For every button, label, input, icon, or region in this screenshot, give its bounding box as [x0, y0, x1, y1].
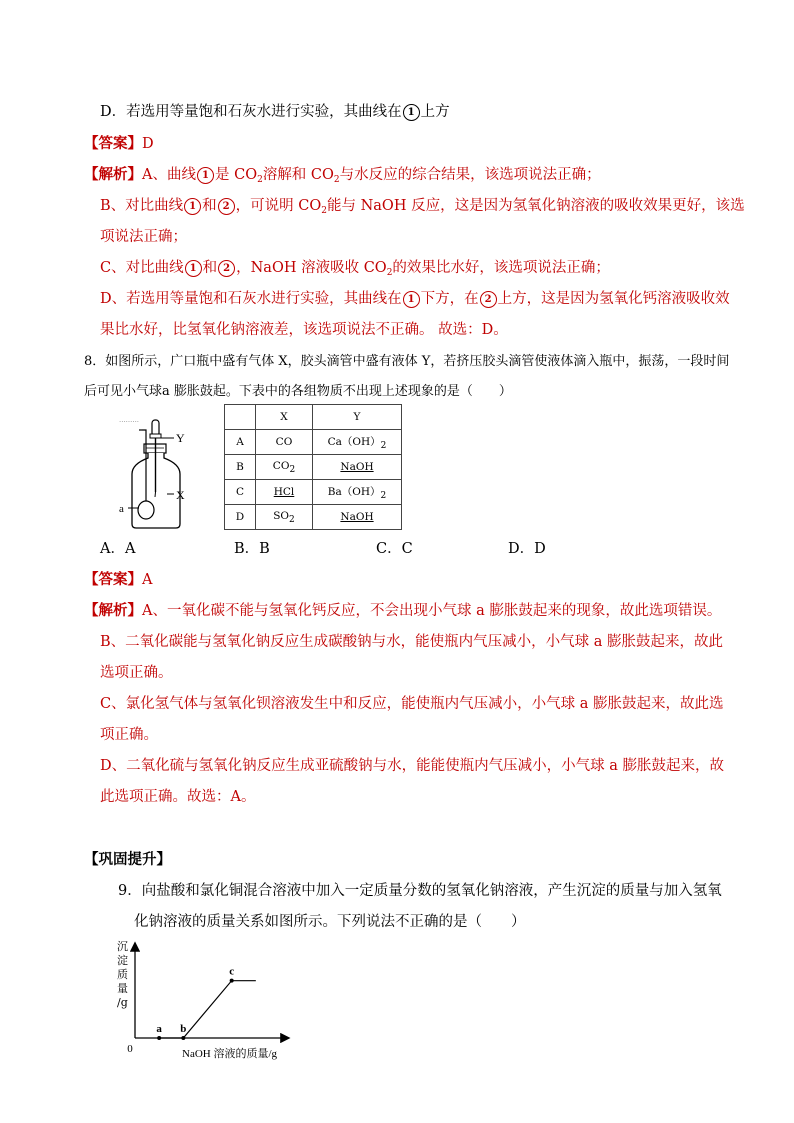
q8-analysis-d: D、二氧化硫与氢氧化钠反应生成亚硫酸钠与水，能能使瓶内气压减小，小气球 a 膨胀鼓起来，故 [100, 758, 724, 774]
data-point-a [157, 1036, 161, 1040]
q8-analysis-a: 【解析】A、一氧化碳不能与氢氧化钙反应，不会出现小气球 a 膨胀鼓起来的现象，故此选项错误。 [84, 602, 722, 619]
q7-analysis-a: 【解析】A、曲线 1 是 $CO_2$溶解和 $CO_2$与水反应的综合结果，该选项说法正确； [84, 166, 601, 185]
label-y: Y [176, 431, 185, 445]
q7-analysis-d-cont: 果比水好，比氢氧化钠溶液差，该选项说法不正确。 故选：D。 [100, 322, 508, 338]
q8-option-b: B．B [234, 541, 270, 557]
q7-analysis-b: B、对比曲线 1 和 2 ，可说明 $CO_2$能与 NaOH 反应，这是因为氢氧化钠溶液的吸收效果更好，该选 [100, 198, 745, 216]
data-label-b: b [180, 1023, 187, 1035]
q7-analysis-d: D、若选用等量饱和石灰水进行实验，其曲线在 1 下方，在 2 上方，这是因为氢氧化钙溶液吸收效 [100, 291, 730, 307]
x-axis-label: NaOH 溶液的质量/g [182, 1048, 278, 1060]
y-axis-label-char: 淀 [117, 954, 128, 967]
table-row: B CO2 NaOH [225, 455, 402, 480]
y-axis-label-char: /g [117, 996, 128, 1009]
q8-analysis-d-cont: 此选项正确。故选：A。 [100, 789, 256, 805]
q8-stem-line2: 后可见小气球a 膨胀鼓起。下表中的各组物质不出现上述现象的是（ ） [84, 384, 512, 399]
q8-analysis-b-cont: 选项正确。 [100, 665, 173, 681]
table-row: D SO2 NaOH [225, 505, 402, 530]
q8-answer: 【答案】A [84, 571, 153, 588]
q7-analysis-c: C、对比曲线 1 和 2 ，NaOH 溶液吸收 $CO_2$的效果比水好，该选项说法正确； [100, 260, 610, 278]
q8-analysis-b: B、二氧化碳能与氢氧化钠反应生成碳酸钠与水，能使瓶内气压减小，小气球 a 膨胀鼓起来，故此 [100, 634, 724, 650]
label-a: a [119, 503, 124, 515]
circled-number-1: 1 [403, 104, 420, 121]
data-point-b [181, 1036, 185, 1040]
bottle-dropper-figure [112, 412, 200, 534]
section-title: 【巩固提升】 [84, 851, 171, 868]
q9-stem-line1: 9．向盐酸和氯化铜混合溶液中加入一定质量分数的氢氧化钠溶液，产生沉淀的质量与加入氢氧 [118, 883, 722, 899]
q7-analysis-b-cont: 项说法正确； [100, 229, 187, 245]
label-x: X [176, 488, 185, 502]
q8-option-c: C．C [376, 541, 413, 557]
series-line [159, 981, 256, 1038]
q8-analysis-c-cont: 项正确。 [100, 727, 158, 743]
q7-option-d: D．若选用等量饱和石灰水进行实验，其曲线在 1 上方 [100, 104, 450, 120]
svg-text:·········: ········· [119, 418, 140, 426]
q8-option-a: A．A [100, 541, 136, 557]
q9-stem-line2: 化钠溶液的质量关系如图所示。下列说法不正确的是（ ） [134, 914, 526, 930]
data-point-c [230, 979, 234, 983]
data-label-a: a [156, 1023, 162, 1035]
q8-analysis-c: C、氯化氢气体与氢氧化钡溶液发生中和反应，能使瓶内气压减小，小气球 a 膨胀鼓起来，故此选 [100, 696, 724, 712]
table-row: A CO Ca（OH）2 [225, 430, 402, 455]
q8-stem-line1: 8．如图所示，广口瓶中盛有气体 X，胶头滴管中盛有液体 Y，若挤压胶头滴管使液体滴入瓶中，振荡，一段时间 [84, 354, 730, 369]
q7-answer: 【答案】D [84, 135, 154, 152]
y-axis-label-char: 质 [117, 968, 128, 981]
y-axis-label-char: 沉 [117, 940, 128, 953]
y-axis-label-char: 量 [117, 982, 128, 995]
data-label-c: c [229, 965, 235, 978]
q8-options-table [224, 404, 402, 530]
q8-option-d: D．D [508, 541, 546, 557]
table-row: C HCl Ba（OH）2 [225, 480, 402, 505]
origin-label: 0 [127, 1043, 133, 1055]
table-header-row: X Y [225, 405, 402, 430]
precipitate-mass-chart [110, 932, 300, 1062]
